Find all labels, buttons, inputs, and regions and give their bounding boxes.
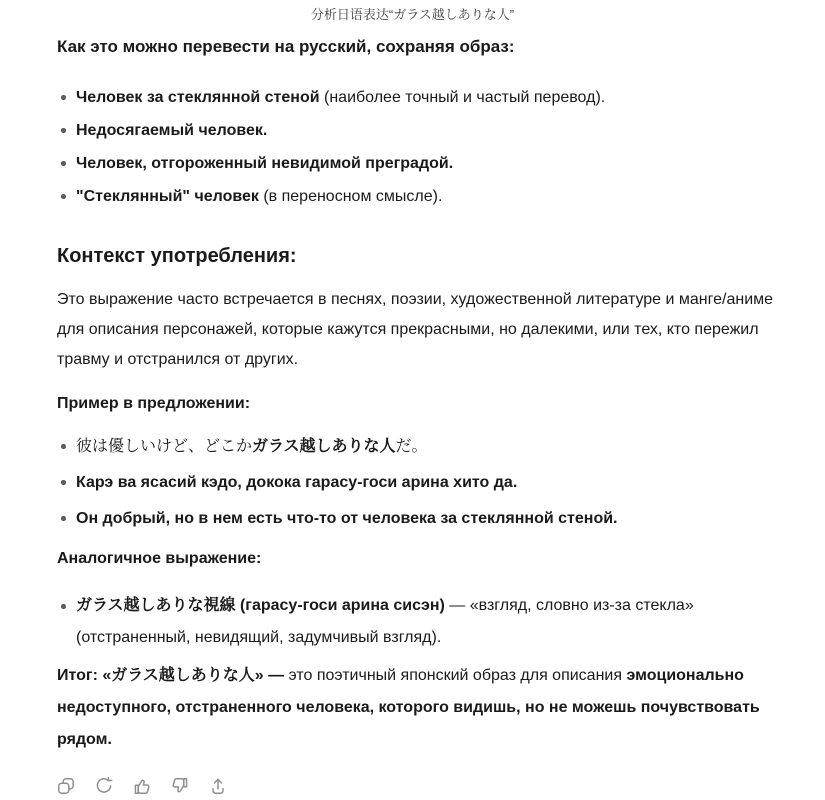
- thumbs-up-button[interactable]: [128, 772, 156, 800]
- context-paragraph: Это выражение часто встречается в песнях, поэзии, художественной литературе и манге/аниме для описания персонажей, которые кажутся прекрасными, но далекими, или тех, кто пережил травму и отстранился от других.: [57, 291, 774, 368]
- item-bold-text: ガラス越しありな視線 (гарасу-госи арина сисэн): [76, 597, 445, 614]
- copy-icon: [56, 776, 76, 796]
- thumbs-down-icon: [170, 776, 190, 796]
- share-button[interactable]: [204, 772, 232, 800]
- item-regular-text: 彼は優しいけど、どこか: [76, 438, 253, 455]
- thumbs-up-icon: [132, 776, 152, 796]
- context-heading: Контекст употребления:: [57, 245, 297, 267]
- item-bold-text: Недосягаемый человек.: [76, 122, 268, 139]
- examples-list: [57, 436, 795, 530]
- list-item: [57, 508, 795, 530]
- analog-heading: Аналогичное выражение:: [57, 550, 262, 567]
- item-bold-text: Человек за стеклянной стеной: [76, 89, 320, 106]
- item-regular-text: (наиболее точный и частый перевод).: [319, 89, 606, 106]
- list-item: [57, 186, 795, 207]
- copy-button[interactable]: [52, 772, 80, 800]
- list-item: [57, 590, 795, 654]
- translations-list: [57, 87, 795, 207]
- summary-regular-text: это поэтичный японский образ для описания: [288, 667, 627, 684]
- item-regular-text: だ。: [395, 438, 428, 455]
- example-heading: Пример в предложении:: [57, 395, 251, 412]
- summary-paragraph: [57, 660, 795, 756]
- list-item: [57, 472, 795, 494]
- thumbs-down-button[interactable]: [166, 772, 194, 800]
- item-bold-text: Он добрый, но в нем есть что-то от человека за стеклянной стеной.: [76, 510, 618, 527]
- list-item: [57, 120, 795, 141]
- item-bold-text: Человек, отгороженный невидимой преградой.: [76, 155, 454, 172]
- item-regular-text: — «взгляд, словно из-за стекла» (отстраненный, невидящий, задумчивый взгляд).: [76, 597, 694, 646]
- assistant-message: [0, 36, 825, 800]
- list-item: [57, 87, 795, 108]
- summary-bold-tail: эмоционально недоступного, отстраненного человека, которого видишь, но не можешь почувствовать рядом.: [57, 667, 760, 748]
- item-bold-text: Карэ ва ясасий кэдо, докока гарасу-госи арина хито да.: [76, 474, 518, 491]
- regenerate-icon: [94, 776, 114, 796]
- message-action-bar: [52, 772, 795, 800]
- regenerate-button[interactable]: [90, 772, 118, 800]
- summary-bold-lead: Итог: «ガラス越しありな人» —: [57, 667, 289, 684]
- conversation-title: 分析日语表达“ガラス越しありな人”: [310, 7, 515, 22]
- item-regular-text: (в переносном смысле).: [258, 188, 443, 205]
- translations-heading: Как это можно перевести на русский, сохраняя образ:: [57, 37, 515, 56]
- list-item: [57, 153, 795, 174]
- item-bold-text: "Стеклянный" человек: [76, 188, 259, 205]
- share-icon: [208, 776, 228, 796]
- analog-list: [57, 590, 795, 654]
- list-item: [57, 436, 795, 458]
- item-bold-text: ガラス越しありな人: [252, 438, 396, 455]
